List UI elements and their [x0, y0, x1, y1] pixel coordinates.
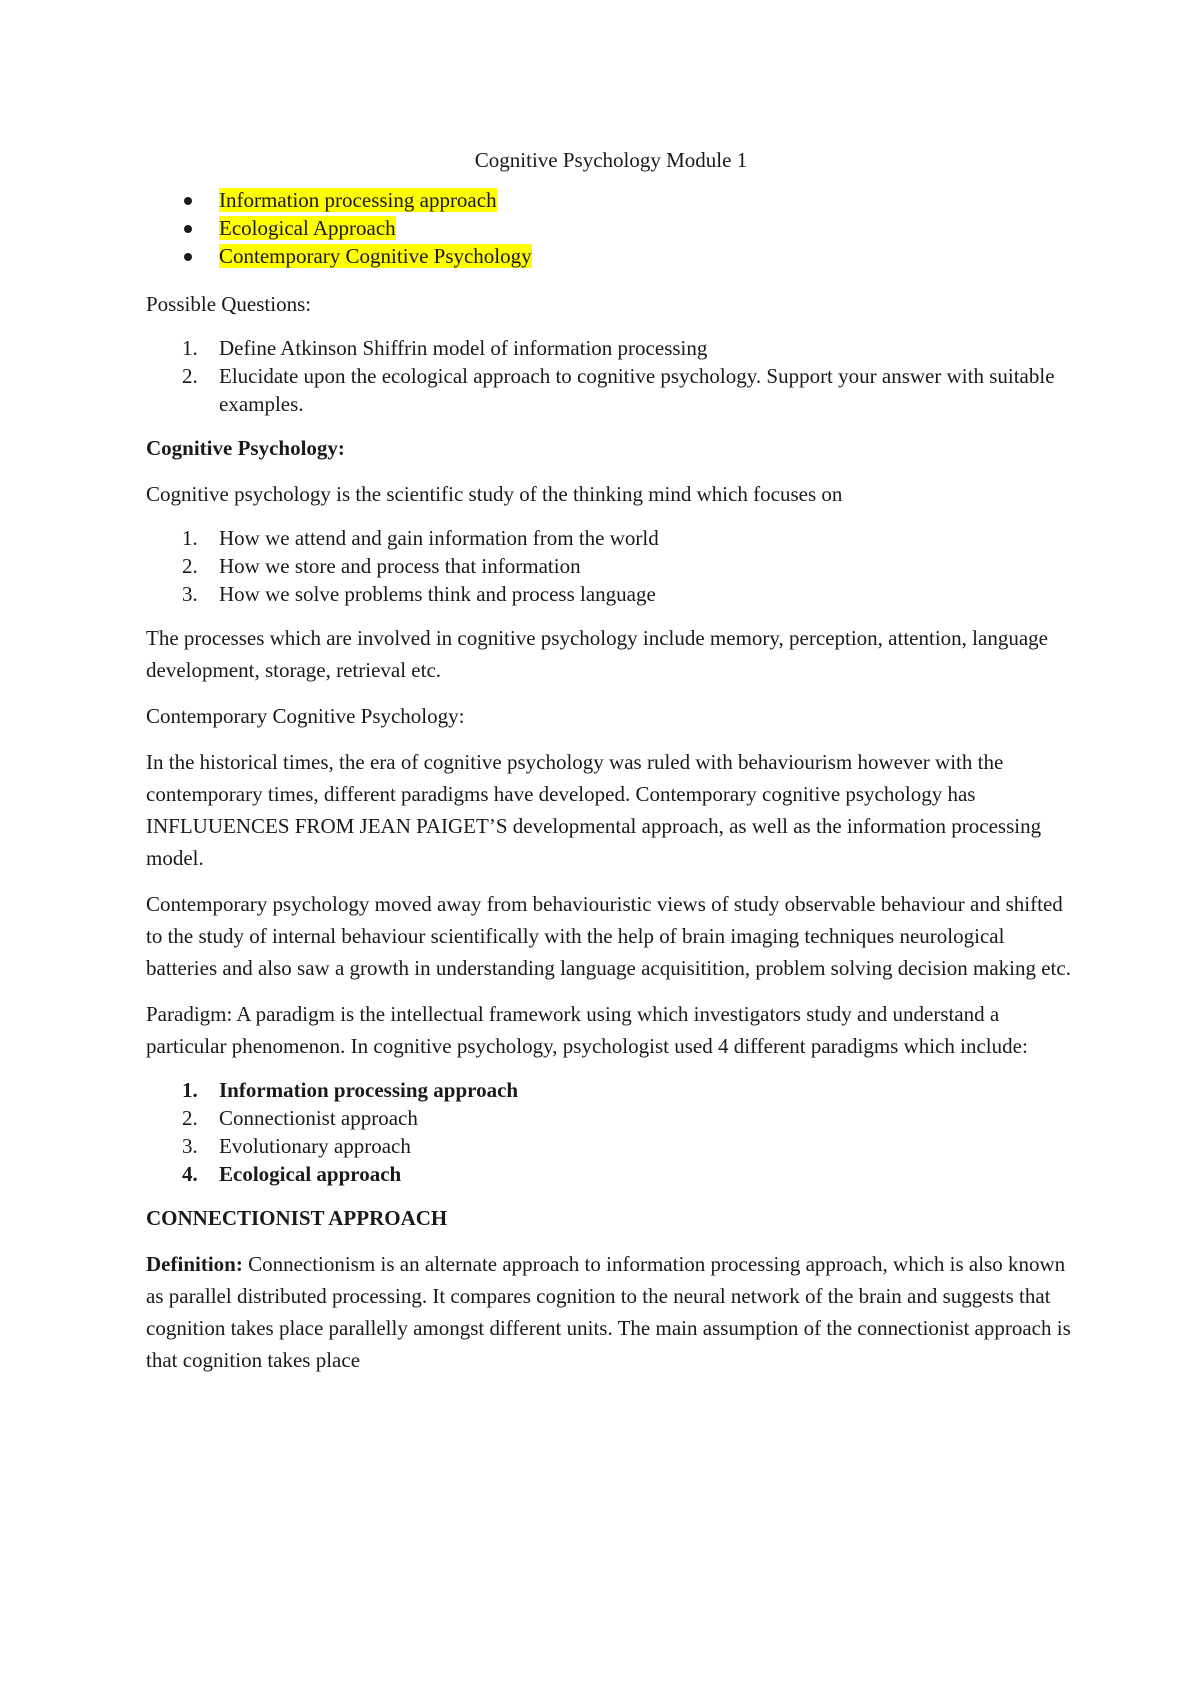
- list-number: 4.: [182, 1162, 198, 1186]
- paradigms-list: [146, 1076, 1076, 1188]
- list-item: [146, 242, 1076, 270]
- contemporary-paragraph-1: In the historical times, the era of cognitive psychology was ruled with behaviourism however with the contemporary times, different paradigms have developed. Contemporary cognitive psychology has INFLUUENCES FROM JEAN PAIGET’S developmental approach, as well as the information processing model.: [146, 750, 1042, 870]
- highlighted-text: Contemporary Cognitive Psychology: [219, 244, 532, 268]
- processes-paragraph: The processes which are involved in cognitive psychology include memory, perception, attention, language development, storage, retrieval etc.: [146, 626, 1048, 682]
- question-text: Elucidate upon the ecological approach to cognitive psychology. Support your answer with suitable examples.: [219, 364, 1055, 416]
- list-number: 1.: [182, 1078, 198, 1102]
- list-number: 3.: [182, 1134, 198, 1158]
- paradigm-text: Information processing approach: [219, 1078, 519, 1102]
- possible-questions-label: Possible Questions:: [146, 292, 312, 316]
- questions-list: [146, 334, 1076, 418]
- paradigm-text: Evolutionary approach: [219, 1134, 411, 1158]
- point-text: How we solve problems think and process language: [219, 582, 656, 606]
- list-number: 1.: [182, 526, 198, 550]
- point-text: How we store and process that information: [219, 554, 581, 578]
- list-item: [146, 214, 1076, 242]
- list-item: [146, 186, 1076, 214]
- list-number: 1.: [182, 336, 198, 360]
- cognitive-intro: Cognitive psychology is the scientific study of the thinking mind which focuses on: [146, 482, 843, 506]
- highlighted-topics-list: [146, 186, 1076, 270]
- section-heading-cognitive-psychology: Cognitive Psychology:: [146, 436, 345, 460]
- definition-text: Connectionism is an alternate approach to information processing approach, which is also known as parallel distributed processing. It compares cognition to the neural network of the brain and suggests that cognition takes place parallelly amongst different units. The main assumption of the connectionist approach is that cognition takes place: [146, 1252, 1071, 1372]
- paradigm-paragraph: Paradigm: A paradigm is the intellectual framework using which investigators study and understand a particular phenomenon. In cognitive psychology, psychologist used 4 different paradigms which include:: [146, 1002, 1028, 1058]
- list-number: 3.: [182, 582, 198, 606]
- list-number: 2.: [182, 364, 198, 388]
- document-title: Cognitive Psychology Module 1: [474, 148, 748, 172]
- contemporary-paragraph-2: Contemporary psychology moved away from behaviouristic views of study observable behaviour and shifted to the study of internal behaviour scientifically with the help of brain imaging techniques neurological batteries and also saw a growth in understanding language acquisitition, problem solving decision making etc.: [146, 892, 1071, 980]
- list-item: [146, 524, 1076, 552]
- section-heading-connectionist: CONNECTIONIST APPROACH: [146, 1206, 448, 1230]
- list-number: 2.: [182, 554, 198, 578]
- list-item: [146, 1076, 1076, 1104]
- definition-paragraph: [146, 1248, 1076, 1376]
- cognitive-points-list: [146, 524, 1076, 608]
- list-number: 2.: [182, 1106, 198, 1130]
- list-item: [146, 580, 1076, 608]
- list-item: [146, 552, 1076, 580]
- paradigm-text: Ecological approach: [219, 1162, 402, 1186]
- definition-label: Definition:: [146, 1252, 243, 1276]
- highlighted-text: Information processing approach: [219, 188, 497, 212]
- paradigm-text: Connectionist approach: [219, 1106, 418, 1130]
- section-heading-contemporary: Contemporary Cognitive Psychology:: [146, 704, 465, 728]
- list-item: [146, 1132, 1076, 1160]
- question-text: Define Atkinson Shiffrin model of information processing: [219, 336, 708, 360]
- point-text: How we attend and gain information from the world: [219, 526, 659, 550]
- list-item: [146, 1160, 1076, 1188]
- list-item: [146, 362, 1076, 418]
- list-item: [146, 1104, 1076, 1132]
- list-item: [146, 334, 1076, 362]
- document-body: [146, 144, 1076, 1390]
- highlighted-text: Ecological Approach: [219, 216, 396, 240]
